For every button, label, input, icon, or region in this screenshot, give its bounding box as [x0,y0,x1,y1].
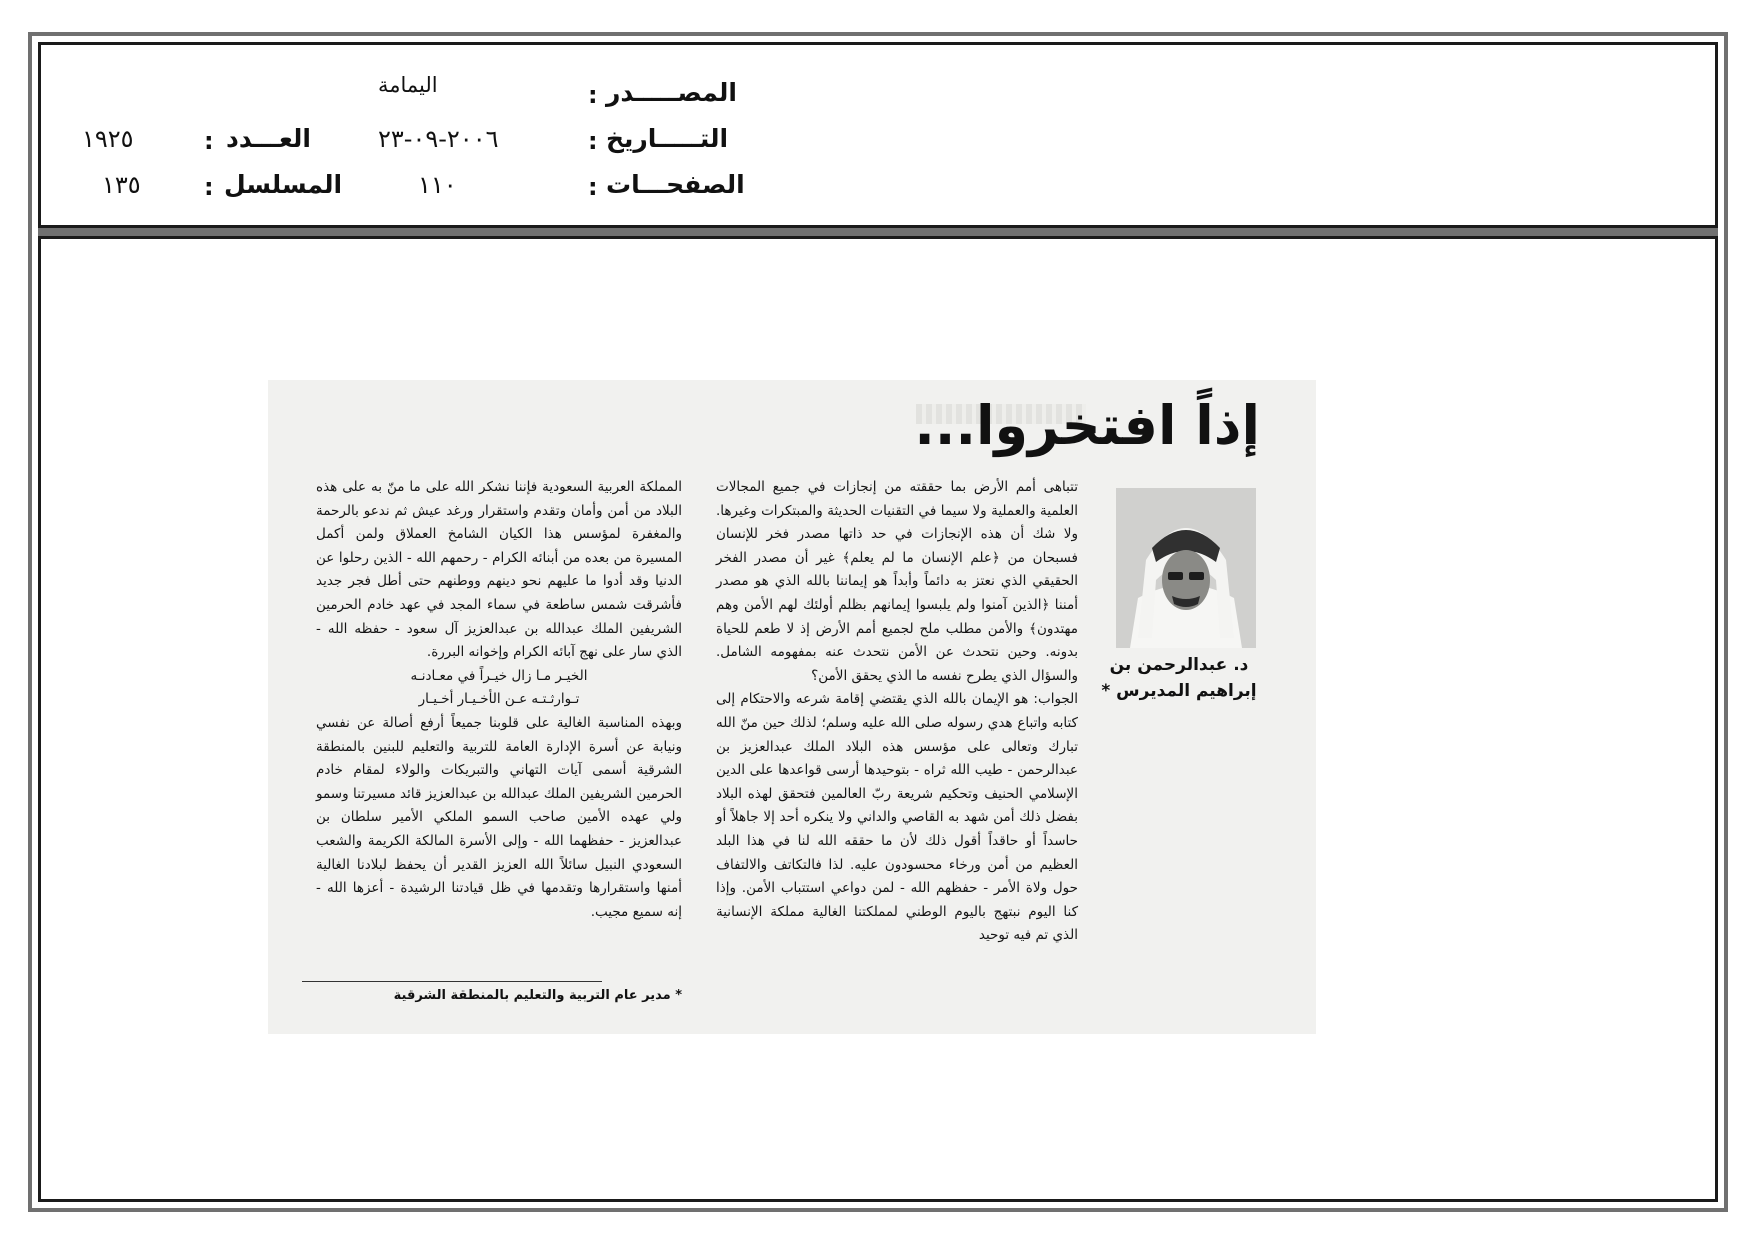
paragraph: الجواب: هو الإيمان بالله الذي يقتضي إقامة شرعه والاحتكام إلى كتابه واتباع هدي رسوله صلى الله عليه وسلم؛ لذلك حين منّ الله تبارك وتعالى على مؤسس هذه البلاد الملك عبدالعزيز بن عبدالرحمن - طيب الله ثراه - بتوحيدها أرسى قواعدها على الدين الإسلامي الحنيف وتحكيم شريعة ربّ العالمين فتحقق لهذه البلاد بفضل ذلك أمن شهد به القاصي والداني ولا ينكره أحد إلا جاهلاً أو حاسداً أو حاقداً أقول ذلك لأن ما حققه الله لنا في هذا البلد العظيم من أمن ورخاء محسودون عليه. لذا فالتكاتف والالتفاف حول ولاة الأمر - حفظهم الله - لمن دواعي استتباب الأمن. وإذا كنا اليوم نبتهج باليوم الوطني لمملكتنا الغالية مملكة الإنسانية الذي تم فيه توحيد [716,691,1078,944]
source-colon: : [588,81,598,109]
poem-verse-2: تـوارثـتـه عـن الأخـيـار أخـيـار [418,691,580,708]
pages-label: الصفحـــات [606,170,745,199]
paragraph: المملكة العربية السعودية فإننا نشكر الله على ما منّ به على هذه البلاد من أمن وأمان وتقدم واستقرار ورغد عيش ثم ندعو بالرحمة والمغفرة لمؤسس هذا الكيان الشامخ العملاق ولمن أكمل المسيرة من بعده من أبنائه الكرام - رحمهم الله - الذين رحلوا عن الدنيا وقد أدوا ما عليهم نحو دينهم ووطنهم حتى أطل فجر جديد فأشرقت شمس ساطعة في سماء المجد في عهد خادم الحرمين الشريفين الملك عبدالله بن عبدالعزيز آل سعود - حفظه الله - الذي سار على نهج آبائه الكرام وإخوانه البررة. [316,479,682,661]
author-line-2: إبراهيم المديرس * [1101,681,1257,701]
poem-verse-1: الخيـر مـا زال خيـراً في معـادنـه [410,667,588,684]
issue-colon: : [204,127,214,155]
issue-label: العـــدد [226,124,311,153]
pages-colon: : [588,173,598,201]
author-portrait-icon [1116,488,1256,648]
article-column-1 [716,476,1078,948]
source-value: اليمامة [378,73,438,97]
author-photo [1116,488,1256,648]
serial-value: ١٣٥ [102,171,141,199]
date-label: التـــــاريخ [606,124,729,153]
source-label: المصـــــدر [606,78,737,107]
article-clipping [268,380,1316,1034]
issue-value: ١٩٢٥ [82,125,134,153]
article-column-2 [316,476,682,924]
serial-colon: : [204,173,214,201]
paragraph: تتباهى أمم الأرض بما حققته من إنجازات في جميع المجالات العلمية والعملية ولا سيما في التقنيات الحديثة والمبتكرات وغيرها. ولا شك أن هذه الإنجازات في حد ذاتها مصدر فخر للإنسان فسبحان من ﴿علم الإنسان ما لم يعلم﴾ غير أن مصدر الفخر الحقيقي الذي نعتز به دائماً وأبداً هو إيماننا بالله الذي هو مصدر أمننا ﴿الذين آمنوا ولم يلبسوا إيمانهم بظلم أولئك لهم الأمن وهم مهتدون﴾ والأمن مطلب ملح لجميع أمم الأرض إذ لا طعم للحياة بدونه. وحين نتحدث عن الأمن نتحدث عنه بمفهومه الشامل. والسؤال الذي يطرح نفسه ما الذي يحقق الأمن؟ [716,479,1078,684]
header-divider [38,225,1718,239]
footnote-rule [302,981,602,982]
article-headline: إذاً افتخروا... [914,394,1260,457]
paragraph: وبهذه المناسبة الغالية على قلوبنا جميعاً أرفع أصالة عن نفسي ونيابة عن أسرة الإدارة العامة للتربية والتعليم للبنين بالمنطقة الشرقية أسمى آيات التهاني والتبريكات والولاء لمقام خادم الحرمين الشريفين الملك عبدالله بن عبدالعزيز قائد مسيرتنا وسمو ولي عهده الأمين صاحب السمو الملكي الأمير سلطان بن عبدالعزيز - حفظهما الله - وإلى الأسرة المالكة الكريمة والشعب السعودي النبيل سائلاً الله العزيز القدير أن يحفظ لبلادنا الغالية أمنها واستقرارها وتقدمها في ظل قيادتنا الرشيدة - أعزها الله - إنه سميع مجيب. [316,714,682,920]
serial-label: المسلسل [224,170,343,199]
author-byline [1094,652,1264,704]
date-value: ٢٠٠٦-٠٩-٢٣ [378,125,499,153]
author-line-1: د. عبدالرحمن بن [1109,655,1249,675]
author-footnote: * مدير عام التربية والتعليم بالمنطقة الشرقية [393,988,682,1003]
pages-value: ١١٠ [418,171,457,199]
date-colon: : [588,127,598,155]
